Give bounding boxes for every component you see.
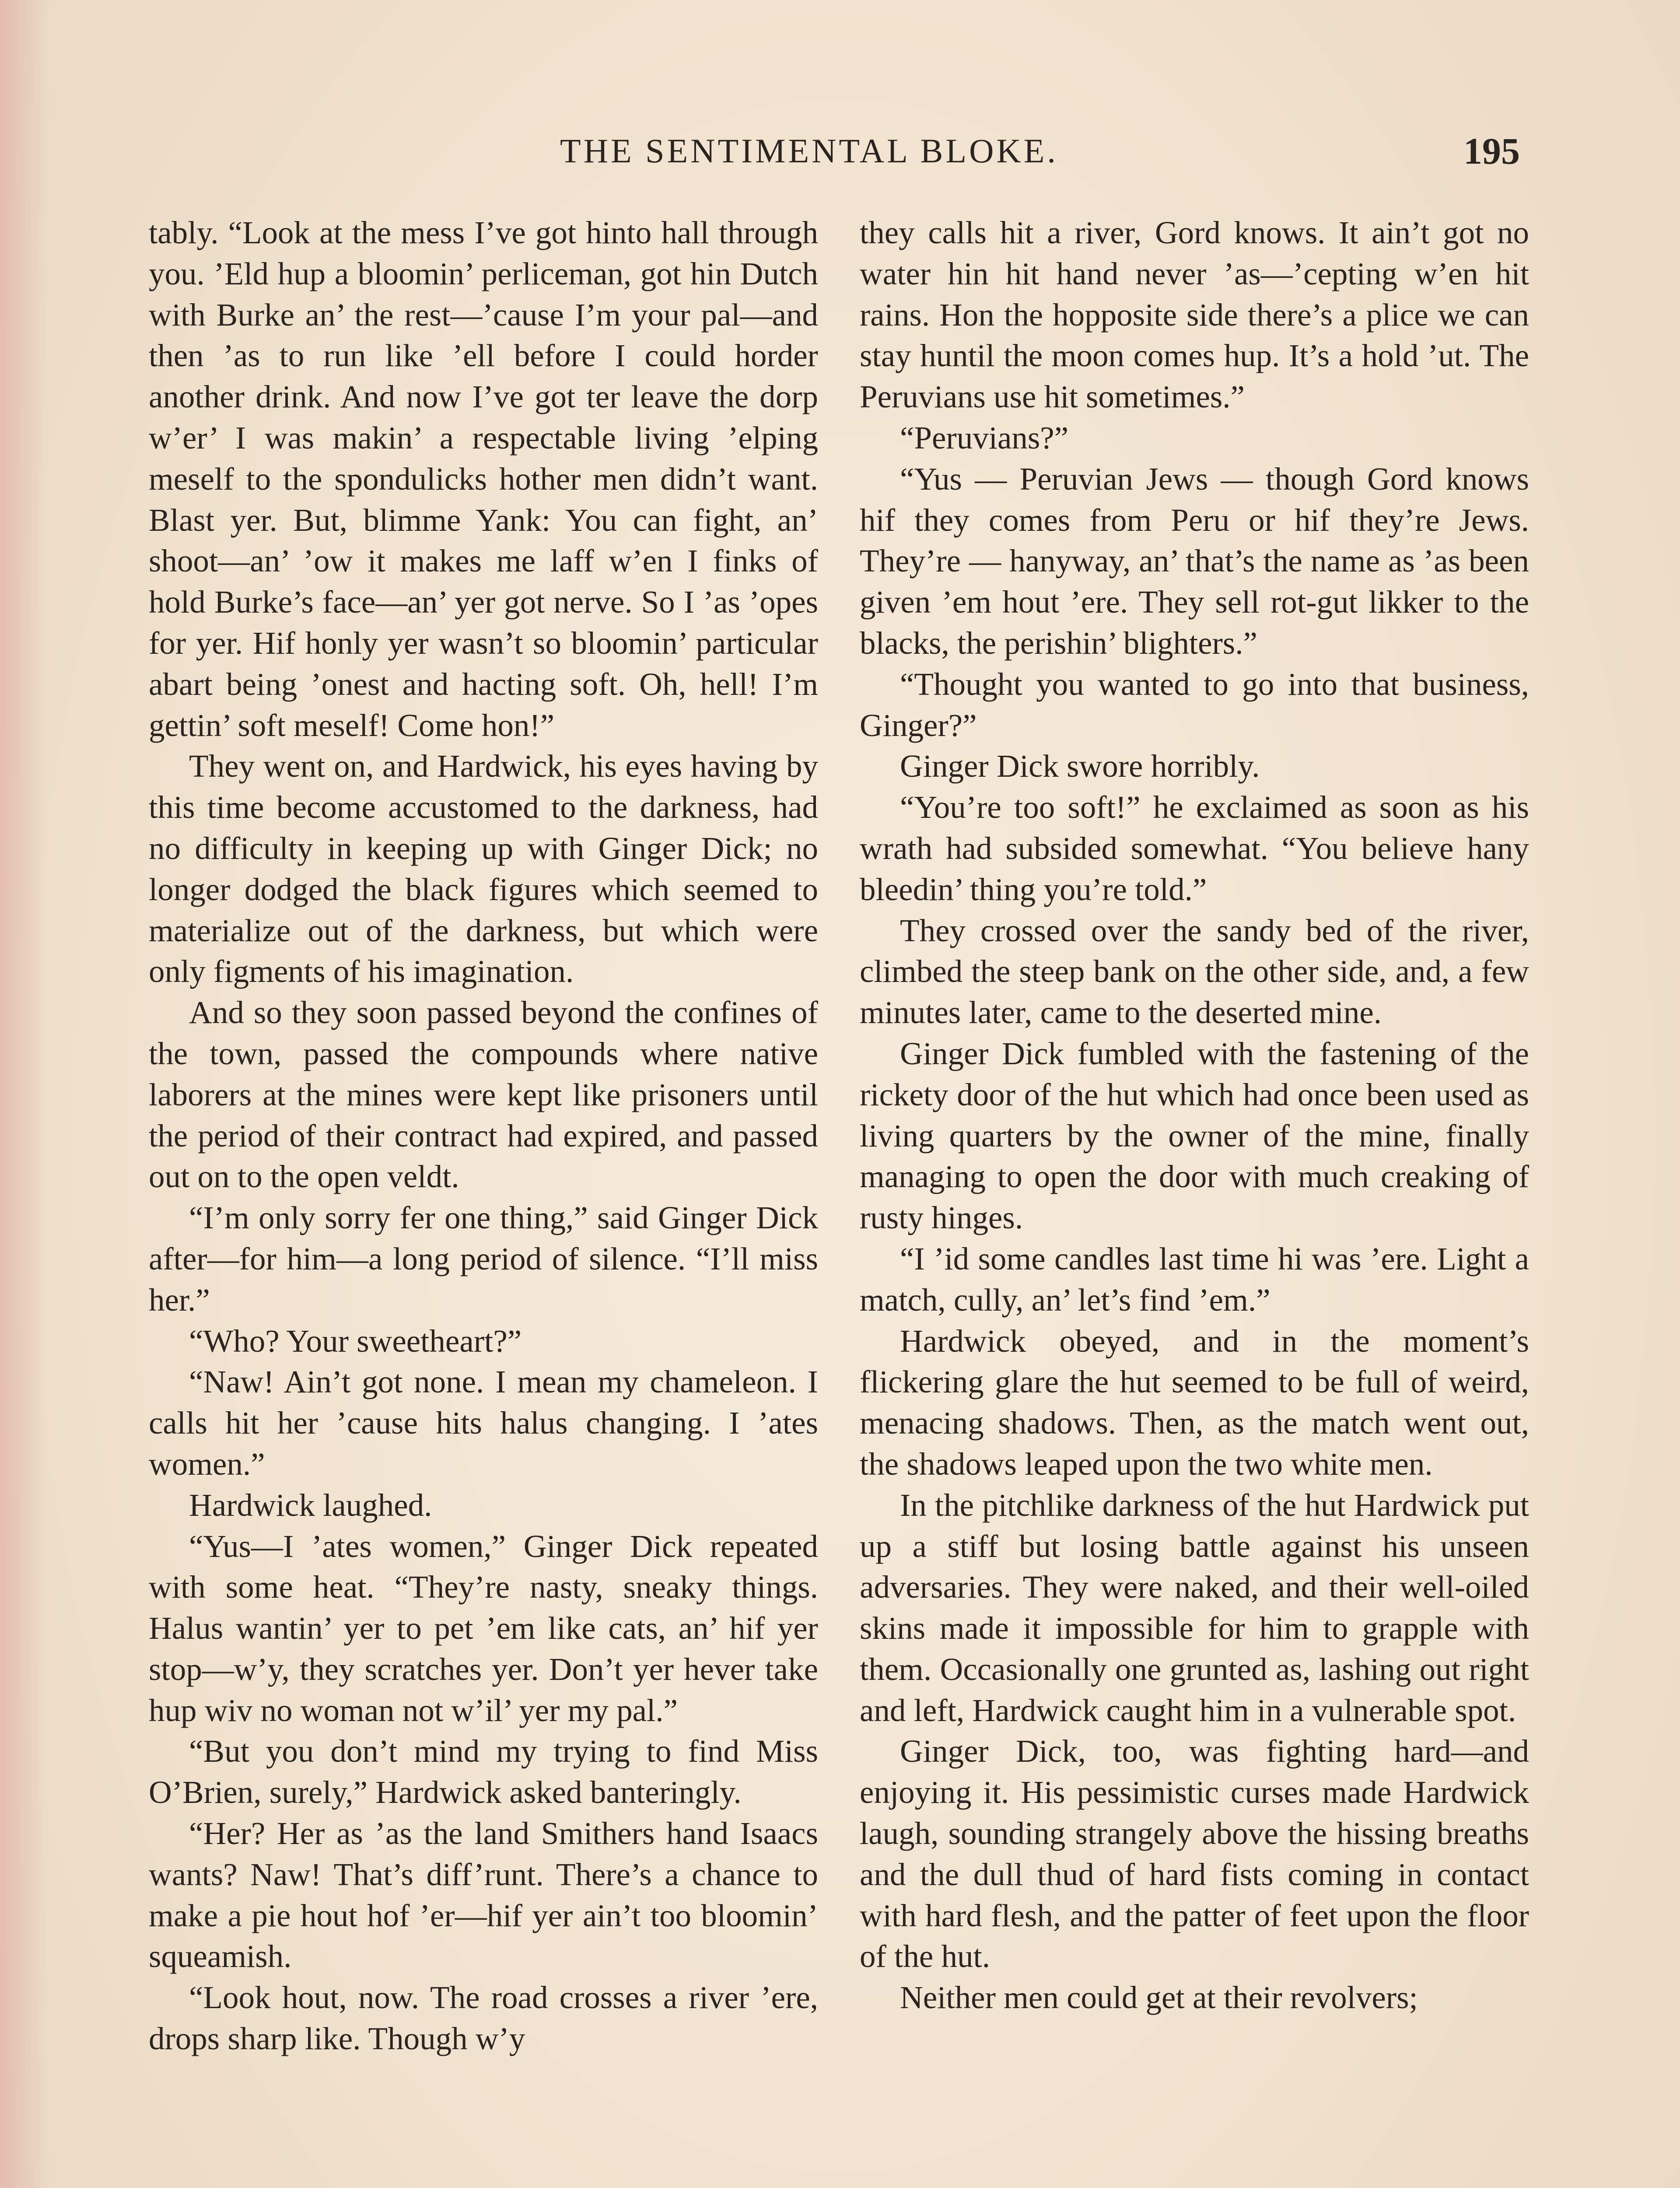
- paragraph: Ginger Dick, too, was fighting hard—and enjoying it. His pessimistic curses made Hardwick laugh, sounding strangely above the hissing breaths and the dull thud of hard fists coming in contact with hard flesh, and the patter of feet upon the floor of the hut.: [860, 1733, 1529, 1974]
- paragraph: “You’re too soft!” he exclaimed as soon as his wrath had subsided somewhat. “You believe hany bleedin’ thing you’re told.”: [860, 789, 1529, 907]
- paragraph: “Thought you wanted to go into that business, Ginger?”: [860, 666, 1529, 743]
- paragraph: they calls hit a river, Gord knows. It ain’t got no water hin hit hand never ’as—’cepting w’en hit rains. Hon the hopposite side there’s a plice we can stay huntil the moon comes hup. It’s a hold ’ut. The Peruvians use hit sometimes.”: [860, 215, 1529, 415]
- page-number: 195: [1463, 130, 1520, 172]
- paragraph: “I ’id some candles last time hi was ’ere. Light a match, cully, an’ let’s find ’em.”: [860, 1241, 1529, 1318]
- paragraph: “Naw! Ain’t got none. I mean my chameleon. I calls hit her ’cause hits halus changing. I ’ates women.”: [149, 1364, 818, 1482]
- paragraph: Neither men could get at their revolvers;: [900, 1980, 1418, 2016]
- paragraph: They crossed over the sandy bed of the river, climbed the steep bank on the other side, and, a few minutes later, came to the deserted mine.: [860, 912, 1529, 1031]
- paragraph: And so they soon passed beyond the confines of the town, passed the compounds where native laborers at the mines were kept like prisoners until the period of their contract had expired, and passed out on to the open veldt.: [149, 995, 818, 1195]
- paragraph: Hardwick laughed.: [189, 1487, 432, 1523]
- paragraph: They went on, and Hardwick, his eyes having by this time become accustomed to the darkness, had no difficulty in keeping up with Ginger Dick; no longer dodged the black figures which seemed to materialize out of the darkness, but which were only figments of his imagination.: [149, 748, 818, 989]
- left-text-column: [149, 212, 818, 2188]
- paragraph: In the pitchlike darkness of the hut Hardwick put up a stiff but losing battle against his unseen adversaries. They were naked, and their well-oiled skins made it impossible for him to grapple with them. Occasionally one grunted as, lashing out right and left, Hardwick caught him in a vulnerable spot.: [860, 1487, 1529, 1728]
- paragraph: “Who? Your sweetheart?”: [189, 1323, 522, 1359]
- paragraph: “I’m only sorry fer one thing,” said Ginger Dick after—for him—a long period of silence. “I’ll miss her.”: [149, 1200, 818, 1318]
- paragraph: Ginger Dick fumbled with the fastening of the rickety door of the hut which had once been used as living quarters by the owner of the mine, finally managing to open the door with much creaking of rusty hinges.: [860, 1035, 1529, 1236]
- paragraph: Hardwick obeyed, and in the moment’s flickering glare the hut seemed to be full of weird, menacing shadows. Then, as the match went out, the shadows leaped upon the two white men.: [860, 1323, 1529, 1482]
- paragraph: Ginger Dick swore horribly.: [900, 748, 1260, 784]
- paragraph: “Look hout, now. The road crosses a river ’ere, drops sharp like. Though w’y: [149, 1980, 818, 2057]
- page-edge-shadow: [0, 0, 48, 2188]
- paragraph: tably. “Look at the mess I’ve got hinto hall through you. ’Eld hup a bloomin’ perliceman, got hin Dutch with Burke an’ the rest—’cause I’m your pal—and then ’as to run like ’ell before I could horder another drink. And now I’ve got ter leave the dorp w’er’ I was makin’ a respectable living ’elping meself to the spondulicks hother men didn’t want. Blast yer. But, blimme Yank: You can fight, an’ shoot—an’ ’ow it makes me laff w’en I finks of hold Burke’s face—an’ yer got nerve. So I ’as ’opes for yer. Hif honly yer wasn’t so bloomin’ particular abart being ’onest and hacting soft. Oh, hell! I’m gettin’ soft meself! Come hon!”: [149, 215, 818, 743]
- paragraph: “Peruvians?”: [900, 420, 1069, 456]
- paragraph: “Yus—I ’ates women,” Ginger Dick repeated with some heat. “They’re nasty, sneaky things. Halus wantin’ yer to pet ’em like cats, an’ hif yer stop—w’y, they scratches yer. Don’t yer hever take hup wiv no woman not w’il’ yer my pal.”: [149, 1528, 818, 1728]
- paragraph: “Yus — Peruvian Jews — though Gord knows hif they comes from Peru or hif they’re Jews. They’re — hanyway, an’ that’s the name as ’as been given ’em hout ’ere. They sell rot-gut likker to the blacks, the perishin’ blighters.”: [860, 461, 1529, 661]
- right-text-column: [860, 212, 1529, 2188]
- running-title: THE SENTIMENTAL BLOKE.: [560, 132, 1058, 170]
- paragraph: “Her? Her as ’as the land Smithers hand Isaacs wants? Naw! That’s diff’runt. There’s a chance to make a pie hout hof ’er—hif yer ain’t too bloomin’ squeamish.: [149, 1816, 818, 1974]
- paragraph: “But you don’t mind my trying to find Miss O’Brien, surely,” Hardwick asked banteringly.: [149, 1733, 818, 1810]
